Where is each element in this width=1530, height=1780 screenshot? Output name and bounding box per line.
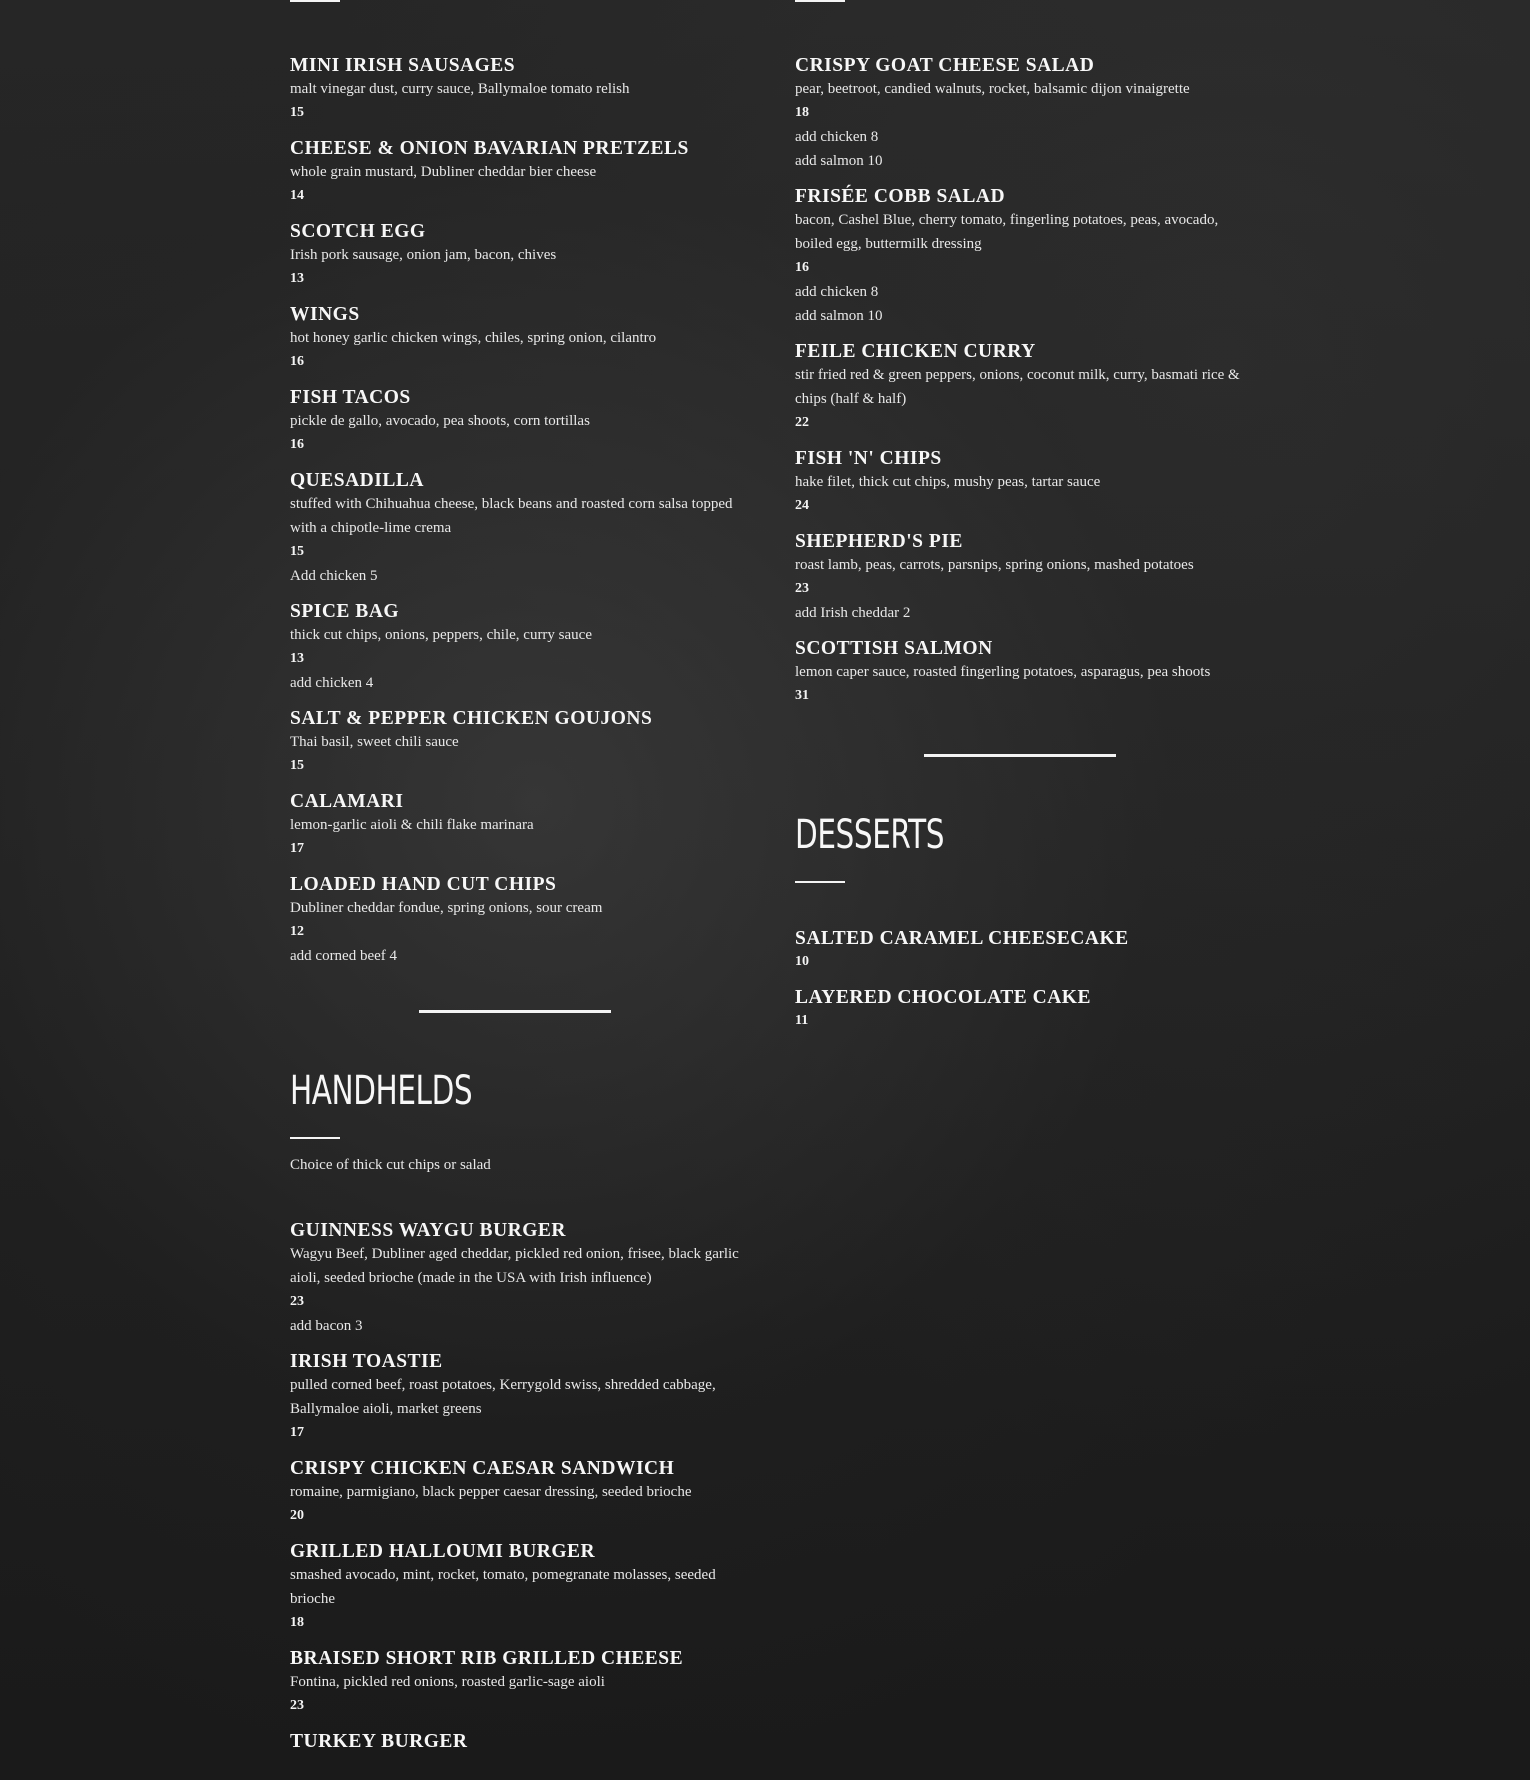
menu-item-name: GUINNESS WAYGU BURGER: [290, 1220, 566, 1241]
menu-item-name: SPICE BAG: [290, 601, 400, 622]
menu-item-description: Irish pork sausage, onion jam, bacon, chives: [290, 247, 557, 263]
menu-item-price: 13: [290, 651, 304, 666]
menu-item-price: 17: [290, 841, 304, 856]
right-menu-column: [795, 0, 1245, 1045]
menu-item: [290, 707, 740, 778]
menu-item-price: 18: [290, 1615, 304, 1630]
menu-item-price: 14: [290, 188, 304, 203]
menu-item-price: 20: [290, 1508, 304, 1523]
menu-item-addon: add corned beef 4: [290, 948, 398, 964]
menu-item: [290, 600, 740, 695]
menu-item-addon: add chicken 4: [290, 675, 374, 691]
top-divider: [290, 0, 340, 2]
menu-item: [290, 1730, 740, 1753]
menu-item: [290, 1350, 740, 1445]
menu-item-name: BRAISED SHORT RIB GRILLED CHEESE: [290, 1648, 684, 1669]
menu-item-price: 11: [795, 1013, 809, 1028]
menu-item: [290, 54, 740, 125]
menu-item: [290, 303, 740, 374]
menu-item-description: hake filet, thick cut chips, mushy peas, tartar sauce: [795, 474, 1101, 490]
desserts-list: [795, 927, 1245, 1033]
menu-item-description: pulled corned beef, roast potatoes, Kerrygold swiss, shredded cabbage, Ballymaloe aioli, market greens: [290, 1377, 716, 1417]
menu-item-name: LAYERED CHOCOLATE CAKE: [795, 987, 1091, 1008]
menu-item-price: 31: [795, 688, 809, 703]
menu-item: [290, 386, 740, 457]
menu-item-name: CHEESE & ONION BAVARIAN PRETZELS: [290, 138, 689, 159]
menu-item: [795, 54, 1245, 173]
section-title-handhelds: HANDHELDS: [290, 1068, 473, 1114]
section-title-desserts: DESSERTS: [795, 812, 945, 858]
menu-item: [290, 1219, 740, 1338]
menu-item-price: 23: [795, 581, 809, 596]
menu-item-description: pear, beetroot, candied walnuts, rocket, balsamic dijon vinaigrette: [795, 81, 1190, 97]
menu-item-description: pickle de gallo, avocado, pea shoots, corn tortillas: [290, 413, 590, 429]
menu-item-name: WINGS: [290, 304, 360, 325]
menu-item-name: TURKEY BURGER: [290, 1731, 468, 1752]
menu-item-description: hot honey garlic chicken wings, chiles, spring onion, cilantro: [290, 330, 657, 346]
starters-list: [290, 54, 740, 968]
menu-item-price: 12: [290, 924, 304, 939]
handhelds-list: [290, 1219, 740, 1753]
section-note: Choice of thick cut chips or salad: [290, 1157, 491, 1173]
menu-item-price: 22: [795, 415, 809, 430]
menu-item-description: lemon-garlic aioli & chili flake marinara: [290, 817, 534, 833]
menu-item-description: bacon, Cashel Blue, cherry tomato, fingerling potatoes, peas, avocado, boiled egg, buttermilk dressing: [795, 212, 1219, 252]
menu-item-price: 24: [795, 498, 809, 513]
menu-item-addon: add salmon 10: [795, 153, 883, 169]
menu-item: [290, 220, 740, 291]
menu-item-name: CRISPY GOAT CHEESE SALAD: [795, 55, 1095, 76]
menu-item: [795, 340, 1245, 435]
menu-item-price: 13: [290, 271, 304, 286]
menu-item-name: SCOTTISH SALMON: [795, 638, 993, 659]
menu-item-name: SALTED CARAMEL CHEESECAKE: [795, 928, 1129, 949]
menu-item-description: Fontina, pickled red onions, roasted garlic-sage aioli: [290, 1674, 605, 1690]
menu-item-name: FISH 'N' CHIPS: [795, 448, 942, 469]
menu-item-price: 16: [290, 437, 304, 452]
menu-item-description: romaine, parmigiano, black pepper caesar dressing, seeded brioche: [290, 1484, 692, 1500]
menu-item-name: CALAMARI: [290, 791, 404, 812]
menu-item-description: whole grain mustard, Dubliner cheddar bier cheese: [290, 164, 597, 180]
menu-item-addon: add bacon 3: [290, 1318, 363, 1334]
menu-item: [795, 927, 1245, 974]
menu-item-name: IRISH TOASTIE: [290, 1351, 443, 1372]
menu-item-name: SCOTCH EGG: [290, 221, 426, 242]
menu-item-description: stuffed with Chihuahua cheese, black beans and roasted corn salsa topped with a chipotle-lime crema: [290, 496, 733, 536]
menu-item: [795, 637, 1245, 708]
menu-item-description: thick cut chips, onions, peppers, chile, curry sauce: [290, 627, 592, 643]
menu-item: [290, 1647, 740, 1718]
menu-item: [290, 469, 740, 588]
menu-item: [795, 530, 1245, 625]
menu-item-addon: add Irish cheddar 2: [795, 605, 911, 621]
menu-item-addon: Add chicken 5: [290, 568, 378, 584]
menu-item-description: Thai basil, sweet chili sauce: [290, 734, 459, 750]
menu-item-price: 15: [290, 544, 304, 559]
menu-item: [290, 1457, 740, 1528]
menu-item-description: Dubliner cheddar fondue, spring onions, sour cream: [290, 900, 603, 916]
left-menu-column: [290, 0, 740, 1765]
menu-item-description: lemon caper sauce, roasted fingerling potatoes, asparagus, pea shoots: [795, 664, 1211, 680]
menu-item-description: Wagyu Beef, Dubliner aged cheddar, pickled red onion, frisee, black garlic aioli, seeded brioche (made in the USA with Irish influence): [290, 1246, 739, 1286]
menu-item-price: 10: [795, 954, 809, 969]
menu-item-price: 18: [795, 105, 809, 120]
menu-item-price: 16: [290, 354, 304, 369]
menu-item-name: FISH TACOS: [290, 387, 411, 408]
menu-item-name: QUESADILLA: [290, 470, 424, 491]
menu-item-description: roast lamb, peas, carrots, parsnips, spring onions, mashed potatoes: [795, 557, 1194, 573]
menu-item-name: MINI IRISH SAUSAGES: [290, 55, 516, 76]
menu-item-name: GRILLED HALLOUMI BURGER: [290, 1541, 596, 1562]
menu-item: [795, 986, 1245, 1033]
menu-item: [290, 1540, 740, 1635]
menu-item: [795, 185, 1245, 328]
menu-item-description: stir fried red & green peppers, onions, coconut milk, curry, basmati rice & chips (half & half): [795, 367, 1240, 407]
menu-item-price: 15: [290, 105, 304, 120]
menu-item: [795, 447, 1245, 518]
menu-item-price: 23: [290, 1294, 304, 1309]
menu-item-addon: add chicken 8: [795, 284, 879, 300]
menu-item-price: 23: [290, 1698, 304, 1713]
menu-item-name: SALT & PEPPER CHICKEN GOUJONS: [290, 708, 653, 729]
menu-item-addon: add chicken 8: [795, 129, 879, 145]
menu-item-name: SHEPHERD'S PIE: [795, 531, 963, 552]
top-divider: [795, 0, 845, 2]
menu-item-name: LOADED HAND CUT CHIPS: [290, 874, 557, 895]
mains-list: [795, 54, 1245, 708]
menu-item-description: smashed avocado, mint, rocket, tomato, pomegranate molasses, seeded brioche: [290, 1567, 716, 1607]
menu-item-price: 16: [795, 260, 809, 275]
menu-item: [290, 790, 740, 861]
menu-item-addon: add salmon 10: [795, 308, 883, 324]
menu-item-name: FEILE CHICKEN CURRY: [795, 341, 1036, 362]
menu-item: [290, 873, 740, 968]
menu-item-name: CRISPY CHICKEN CAESAR SANDWICH: [290, 1458, 675, 1479]
menu-item: [290, 137, 740, 208]
menu-item-price: 17: [290, 1425, 304, 1440]
menu-item-description: malt vinegar dust, curry sauce, Ballymaloe tomato relish: [290, 81, 630, 97]
menu-item-name: FRISÉE COBB SALAD: [795, 186, 1006, 207]
menu-item-price: 15: [290, 758, 304, 773]
